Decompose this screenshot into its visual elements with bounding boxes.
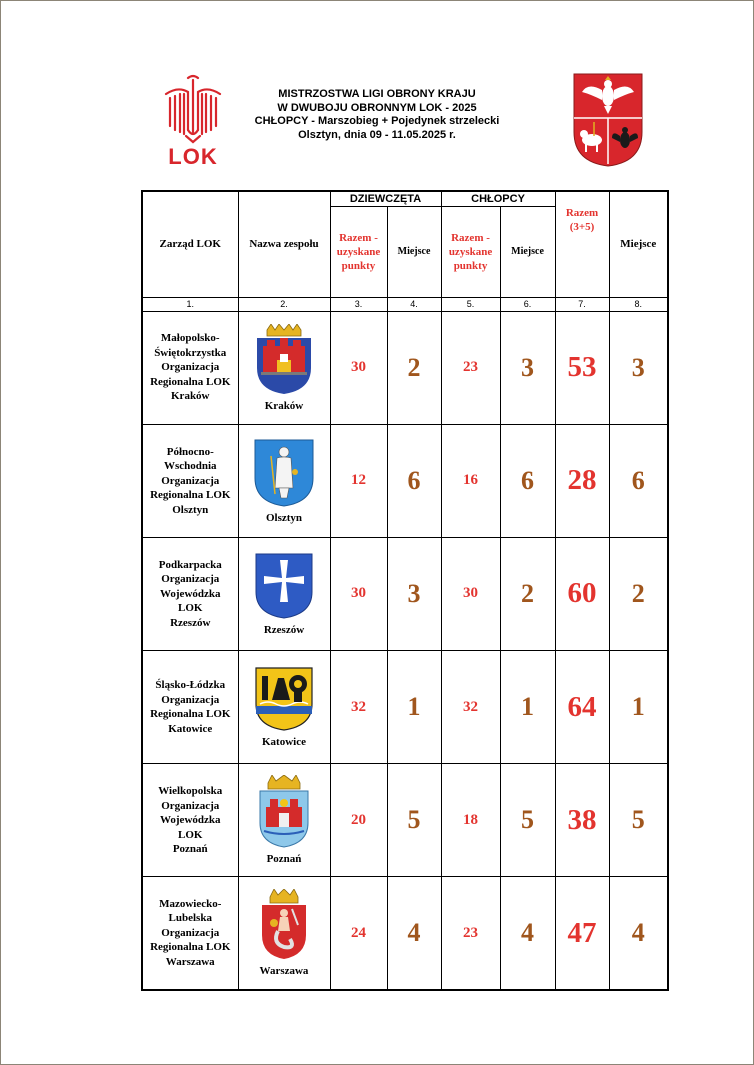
girls-place: 2	[387, 311, 441, 424]
boys-points: 32	[441, 651, 500, 764]
table-row	[142, 651, 668, 764]
header-line-1: MISTRZOSTWA LIGI OBRONY KRAJU	[278, 88, 476, 100]
team-name: Poznań	[266, 853, 302, 866]
table-row	[142, 537, 668, 650]
header-line-2: W DWUBOJU OBRONNYM LOK - 2025	[277, 101, 477, 114]
boys-place: 6	[500, 424, 555, 537]
total-points: 47	[555, 877, 609, 990]
colnum-8: 8.	[609, 297, 668, 311]
girls-points: 12	[330, 424, 387, 537]
team-name: Katowice	[262, 736, 306, 749]
header-razem-boys: Razem - uzyskane punkty	[441, 206, 500, 297]
colnum-3: 3.	[330, 297, 387, 311]
girls-place: 1	[387, 651, 441, 764]
header-nazwa: Nazwa zespołu	[238, 191, 330, 297]
boys-place: 5	[500, 764, 555, 877]
boys-points: 23	[441, 311, 500, 424]
org-cell: Wielkopolska Organizacja Wojewódzka LOK Poznań	[142, 764, 238, 877]
team-cell	[238, 877, 330, 990]
boys-points: 23	[441, 877, 500, 990]
girls-place: 3	[387, 537, 441, 650]
colnum-2: 2.	[238, 297, 330, 311]
region-coat-of-arms-icon	[572, 72, 644, 168]
lok-eagle-logo-icon	[160, 74, 226, 168]
girls-points: 20	[330, 764, 387, 877]
boys-place: 4	[500, 877, 555, 990]
header-chlopcy: CHŁOPCY	[441, 191, 555, 206]
team-cell	[238, 311, 330, 424]
team-name: Kraków	[264, 399, 304, 412]
header-zarzad: Zarząd LOK	[142, 191, 238, 297]
org-cell: Małopolsko- Świętokrzystka Organizacja Regionalna LOK Kraków	[142, 311, 238, 424]
final-place: 2	[609, 537, 668, 650]
column-number-row	[142, 297, 668, 311]
team-cell	[238, 651, 330, 764]
total-points: 60	[555, 537, 609, 650]
girls-points: 30	[330, 537, 387, 650]
org-cell: Podkarpacka Organizacja Wojewódzka LOK Rzeszów	[142, 537, 238, 650]
boys-place: 2	[500, 537, 555, 650]
final-place: 3	[609, 311, 668, 424]
olsztyn-crest-icon	[253, 438, 315, 508]
org-cell: Północno- Wschodnia Organizacja Regionalna LOK Olsztyn	[142, 424, 238, 537]
boys-points: 16	[441, 424, 500, 537]
krakow-crest-icon	[253, 324, 315, 396]
table-row	[142, 424, 668, 537]
total-points: 38	[555, 764, 609, 877]
girls-points: 24	[330, 877, 387, 990]
team-cell	[238, 424, 330, 537]
girls-place: 5	[387, 764, 441, 877]
team-cell	[238, 764, 330, 877]
team-name: Rzeszów	[263, 623, 305, 636]
boys-place: 3	[500, 311, 555, 424]
total-points: 64	[555, 651, 609, 764]
svg-text:LOK: LOK	[168, 144, 218, 168]
colnum-4: 4.	[387, 297, 441, 311]
table-row	[142, 764, 668, 877]
colnum-6: 6.	[500, 297, 555, 311]
header-miejsce-final: Miejsce	[609, 191, 668, 297]
colnum-7: 7.	[555, 297, 609, 311]
header-razem-girls: Razem - uzyskane punkty	[330, 206, 387, 297]
header-miejsce-girls: Miejsce	[387, 206, 441, 297]
rzeszow-crest-icon	[254, 552, 314, 620]
total-points: 28	[555, 424, 609, 537]
boys-points: 30	[441, 537, 500, 650]
header-dziewczeta: DZIEWCZĘTA	[330, 191, 441, 206]
warszawa-crest-icon	[256, 889, 312, 961]
katowice-crest-icon	[254, 666, 314, 732]
girls-place: 6	[387, 424, 441, 537]
girls-place: 4	[387, 877, 441, 990]
table-row	[142, 877, 668, 990]
header-miejsce-boys: Miejsce	[500, 206, 555, 297]
team-cell	[238, 537, 330, 650]
header-razem-total: Razem (3+5)	[555, 191, 609, 297]
table-row	[142, 311, 668, 424]
girls-points: 30	[330, 311, 387, 424]
colnum-1: 1.	[142, 297, 238, 311]
team-name: Warszawa	[259, 965, 309, 978]
colnum-5: 5.	[441, 297, 500, 311]
total-points: 53	[555, 311, 609, 424]
header-line-4: Olsztyn, dnia 09 - 11.05.2025 r.	[298, 128, 456, 141]
boys-points: 18	[441, 764, 500, 877]
final-place: 6	[609, 424, 668, 537]
team-name: Olsztyn	[265, 511, 303, 524]
girls-points: 32	[330, 651, 387, 764]
poznan-crest-icon	[256, 775, 312, 849]
org-cell: Mazowiecko- Lubelska Organizacja Regionalna LOK Warszawa	[142, 877, 238, 990]
page-header	[250, 88, 504, 142]
org-cell: Śląsko-Łódzka Organizacja Regionalna LOK Katowice	[142, 651, 238, 764]
header-line-3: CHŁOPCY - Marszobieg + Pojedynek strzelecki	[254, 115, 500, 127]
boys-place: 1	[500, 651, 555, 764]
final-place: 4	[609, 877, 668, 990]
results-table	[141, 190, 669, 991]
final-place: 1	[609, 651, 668, 764]
final-place: 5	[609, 764, 668, 877]
